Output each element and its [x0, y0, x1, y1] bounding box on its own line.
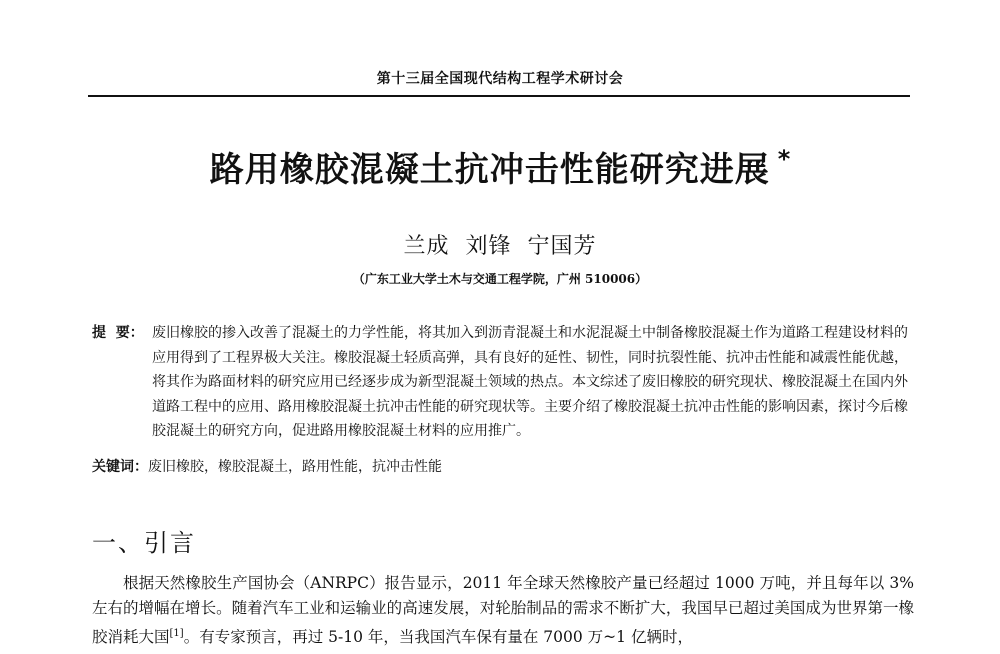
abstract	[92, 321, 914, 444]
keywords-text: 废旧橡胶，橡胶混凝土，路用性能，抗冲击性能	[148, 459, 442, 475]
title-block	[0, 142, 1000, 191]
body-text-part-2: 。有专家预言，再过 5-10 年，当我国汽车保有量在 7000 万~1 亿辆时，	[183, 628, 693, 647]
body-text-part-1: 根据天然橡胶生产国协会（ANRPC）报告显示，2011 年全球天然橡胶产量已经超过 1000 万吨，并且每年以 3%左右的增幅在增长。随着汽车工业和运输业的高速发展，对轮胎制品的需求不断扩大，我国早已超过美国成为世界第一橡胶消耗大国	[92, 574, 914, 647]
author-list: 兰成 刘锋 宁国芳	[403, 234, 597, 259]
abstract-label: 提 要：	[92, 325, 144, 341]
paper-title: 路用橡胶混凝土抗冲击性能研究进展	[209, 150, 770, 190]
abstract-text: 废旧橡胶的掺入改善了混凝土的力学性能，将其加入到沥青混凝土和水泥混凝土中制备橡胶混凝土作为道路工程建设材料的应用得到了工程界极大关注。橡胶混凝土轻质高弹，具有良好的延性、韧性，同时抗裂性能、抗冲击性能和减震性能优越，将其作为路面材料的研究应用已经逐步成为新型混凝土领域的热点。本文综述了废旧橡胶的研究现状、橡胶混凝土在国内外道路工程中的应用、路用橡胶混凝土抗冲击性能的研究现状等。主要介绍了橡胶混凝土抗冲击性能的影响因素，探讨今后橡胶混凝土的研究方向，促进路用橡胶混凝土材料的应用推广。	[152, 325, 908, 439]
body-paragraph	[92, 571, 914, 650]
section-heading: 一、引言	[92, 529, 196, 557]
keywords-label: 关键词：	[92, 459, 148, 475]
citation-ref[interactable]: [1]	[169, 628, 184, 639]
keywords	[92, 457, 914, 477]
running-header: 第十三届全国现代结构工程学术研讨会	[376, 71, 624, 87]
title-footnote-mark: *	[777, 145, 791, 173]
header-rule	[88, 95, 910, 97]
affiliation: （广东工业大学土木与交通工程学院，广州 510006）	[352, 272, 648, 286]
